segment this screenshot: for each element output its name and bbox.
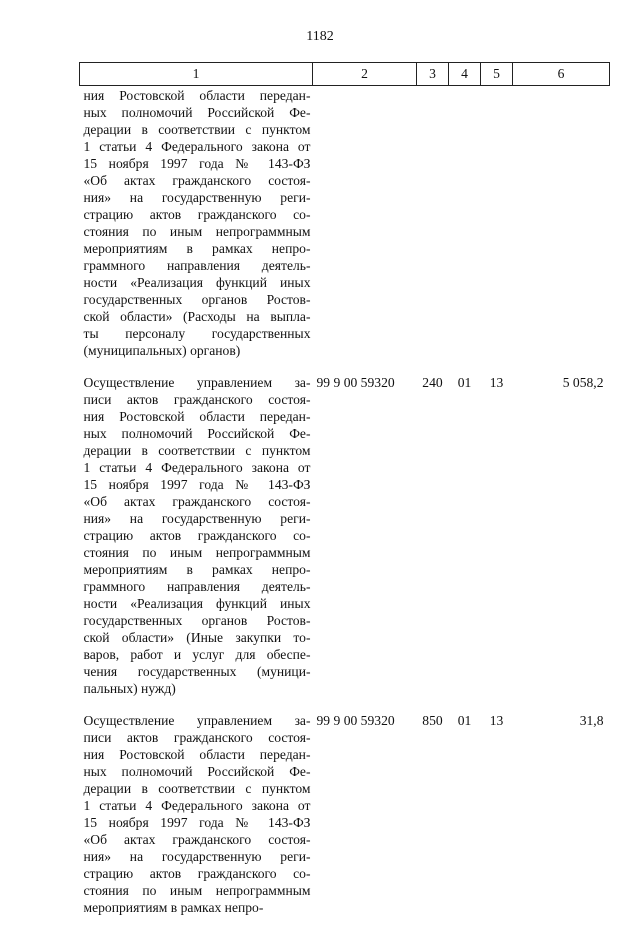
description-line: 15 ноября 1997 года № 143-ФЗ [83,477,311,492]
budget-table [79,62,610,931]
description-line: дерации в соответствии с пунктом [83,781,311,796]
description-line: граммного направления деятель- [83,258,311,273]
description-line: стояния по иным непрограммным [83,224,311,239]
row-amount: 31,8 [579,713,604,728]
row-description [80,712,313,931]
description-line: ных полномочий Российской Фе- [83,105,311,120]
row-target-code [313,86,417,375]
table-row [80,86,610,375]
description-line: ния» на государственную реги- [83,190,311,205]
description-line: стояния по иным непрограммным [83,545,311,560]
description-line: ния Ростовской области передан- [83,409,311,424]
row-subsection [481,86,513,375]
description-line: ской области» (Расходы на выпла- [83,309,311,324]
description-line: стояния по иным непрограммным [83,883,311,898]
row-amount: 5 058,2 [562,375,604,390]
row-amount [513,86,610,375]
table-header-row [80,63,610,86]
description-line: ности «Реализация функций иных [83,275,311,290]
row-description [80,86,313,375]
description-line: варов, работ и услуг для обеспе- [83,647,311,662]
row-expense-type: 240 [422,375,443,390]
description-line: ты персоналу государственных [83,326,311,341]
description-line: 15 ноября 1997 года № 143-ФЗ [83,815,311,830]
row-section: 01 [457,375,472,390]
description-line: ния» на государственную реги- [83,849,311,864]
description-line: мероприятиям в рамках непро- [83,562,311,577]
row-subsection: 13 [489,713,504,728]
description-line: 1 статьи 4 Федерального закона от [83,798,311,813]
description-line: ности «Реализация функций иных [83,596,311,611]
column-header-1: 1 [80,63,313,86]
description-line: писи актов гражданского состоя- [83,392,311,407]
row-subsection: 13 [489,375,504,390]
row-section [449,86,481,375]
table-row [80,712,610,931]
description-line: (муниципальных) органов) [83,343,241,358]
description-line: Осуществление управлением за- [83,375,311,390]
page-number: 1182 [306,29,334,44]
description-line: ния Ростовской области передан- [83,747,311,762]
description-line: ния» на государственную реги- [83,511,311,526]
column-header-3: 3 [417,63,449,86]
description-line: дерации в соответствии с пунктом [83,122,311,137]
description-line: дерации в соответствии с пунктом [83,443,311,458]
description-line: «Об актах гражданского состоя- [83,494,311,509]
column-header-2: 2 [313,63,417,86]
description-line: ных полномочий Российской Фе- [83,426,311,441]
description-line: страцию актов гражданского со- [83,866,311,881]
description-line: 1 статьи 4 Федерального закона от [83,460,311,475]
description-line: страцию актов гражданского со- [83,207,311,222]
column-header-4: 4 [449,63,481,86]
description-line: «Об актах гражданского состоя- [83,173,311,188]
row-target-code: 99 9 00 59320 [316,375,395,390]
description-line: граммного направления деятель- [83,579,311,594]
description-line: ской области» (Иные закупки то- [83,630,311,645]
description-line: ных полномочий Российской Фе- [83,764,311,779]
description-line: Осуществление управлением за- [83,713,311,728]
row-expense-type: 850 [422,713,443,728]
description-line: 15 ноября 1997 года № 143-ФЗ [83,156,311,171]
description-line: мероприятиям в рамках непро- [83,900,264,915]
table-row [80,374,610,712]
row-section: 01 [457,713,472,728]
description-line: государственных органов Ростов- [83,613,311,628]
description-line: 1 статьи 4 Федерального закона от [83,139,311,154]
description-line: мероприятиям в рамках непро- [83,241,311,256]
column-header-6: 6 [513,63,610,86]
description-line: ния Ростовской области передан- [83,88,311,103]
description-line: пальных) нужд) [83,681,176,696]
column-header-5: 5 [481,63,513,86]
row-description [80,374,313,712]
description-line: писи актов гражданского состоя- [83,730,311,745]
row-target-code: 99 9 00 59320 [316,713,395,728]
description-line: государственных органов Ростов- [83,292,311,307]
description-line: чения государственных (муници- [83,664,311,679]
row-expense-type [417,86,449,375]
description-line: страцию актов гражданского со- [83,528,311,543]
description-line: «Об актах гражданского состоя- [83,832,311,847]
